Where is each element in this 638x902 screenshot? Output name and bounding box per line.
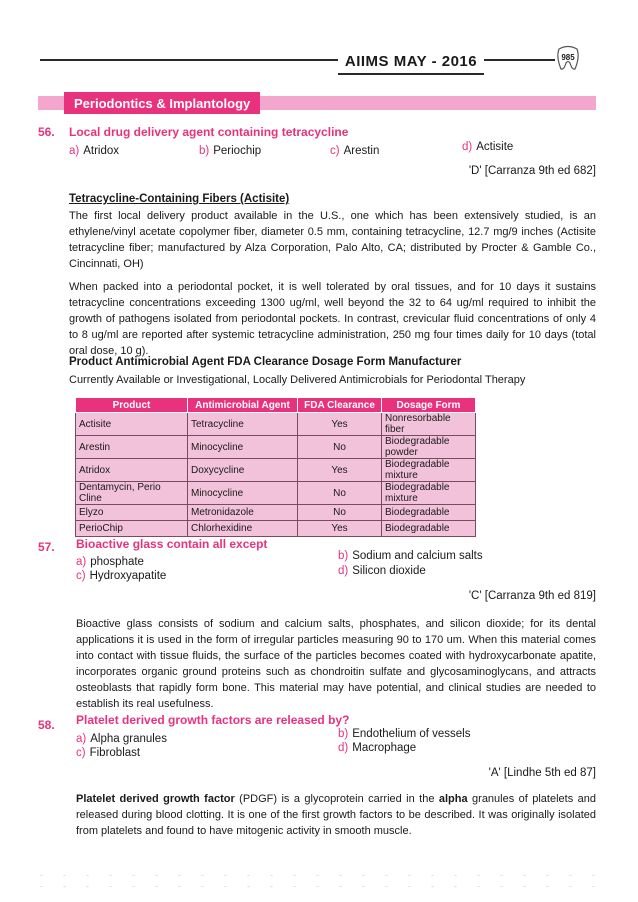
q56-option-c xyxy=(330,145,379,157)
q57-paragraph: Bioactive glass consists of sodium and calcium salts, phosphates, and silicon dioxide; for its dental applications it is used in the form of irregular particles measuring 90 to 170 um. When this material comes into contact with tissue fluids, the surface of the particles becomes coated with hydroxycarbonate apatite, incorporates organic ground proteins such as chondroitin sulfate and glycosaminoglycans, and attracts osteoblasts that rapidly form bone. This material may have potential, and clinical studies are needed to establish its real usefulness. xyxy=(76,618,596,710)
table-cell: Yes xyxy=(298,521,382,537)
table-cell: Arestin xyxy=(76,436,188,459)
table-cell: No xyxy=(298,436,382,459)
antimicrobials-table xyxy=(75,397,476,537)
column-header: Product xyxy=(76,398,188,413)
table-header-row xyxy=(76,398,476,413)
table-cell: No xyxy=(298,482,382,505)
table-cell: Yes xyxy=(298,413,382,436)
q58-option-d xyxy=(338,742,416,754)
option-text: Atridox xyxy=(83,145,120,157)
table-cell: Elyzo xyxy=(76,505,188,521)
q57-answer-ref: 'C' [Carranza 9th ed 819] xyxy=(468,590,596,602)
option-letter: c) xyxy=(330,145,340,157)
table-row xyxy=(76,505,476,521)
q56-subheading: Tetracycline-Containing Fibers (Actisite) xyxy=(69,193,290,205)
option-text: Fibroblast xyxy=(89,747,141,759)
q58-answer-ref: 'A' [Lindhe 5th ed 87] xyxy=(488,767,596,779)
option-letter: c) xyxy=(76,570,86,582)
table-cell: Atridox xyxy=(76,459,188,482)
q56-paragraph-2: When packed into a periodontal pocket, it is well tolerated by oral tissues, and for 10 days it sustains tetracycline concentrations exceeding 1300 ug/ml, well beyond the 32 to 64 ug/ml required to inhibit the growth of pathogens isolated from periodontal pockets. In contrast, crevicular fluid concentrations of only 4 to 8 ug/ml are reported after systemic tetracycline administration, 250 mg four times daily for 10 days (total oral dose, 10 g). xyxy=(69,281,596,357)
q56-option-b xyxy=(199,145,261,157)
table-row xyxy=(76,413,476,436)
table-cell: PerioChip xyxy=(76,521,188,537)
option-text: Sodium and calcium salts xyxy=(352,550,483,562)
table-cell: Actisite xyxy=(76,413,188,436)
option-text: Silicon dioxide xyxy=(352,565,426,577)
option-letter: d) xyxy=(338,742,349,754)
table-cell: Minocycline xyxy=(188,436,298,459)
table-cell: Biodegradable powder xyxy=(382,436,476,459)
question-57-text: Bioactive glass contain all except xyxy=(76,537,268,551)
table-caption: Currently Available or Investigational, Locally Delivered Antimicrobials for Periodontal Therapy xyxy=(69,374,526,386)
question-56-text: Local drug delivery agent containing tetracycline xyxy=(69,125,349,139)
table-row xyxy=(76,521,476,537)
q56-paragraph-1: The first local delivery product available in the U.S., one which has been extensively studied, is an ethylene/vinyl acetate copolymer fiber, diameter 0.5 mm, containing tetracycline, 12.7 mg/9 inches (Actisite tetracycline fiber; manufactured by Alza Corporation, Palo Alto, CA; distributed by Procter & Gamble Co., Cincinnati, OH) xyxy=(69,210,596,270)
q57-option-b xyxy=(338,550,483,562)
q56-option-d xyxy=(462,141,513,153)
table-cell: Tetracycline xyxy=(188,413,298,436)
bold-term: Platelet derived growth factor xyxy=(76,793,235,805)
q57-option-c xyxy=(76,570,166,582)
option-letter: b) xyxy=(199,145,210,157)
question-number-57: 57. xyxy=(38,540,55,554)
bold-term: alpha xyxy=(438,793,468,805)
table-cell: Doxycycline xyxy=(188,459,298,482)
q58-option-c xyxy=(76,747,140,759)
column-header: Antimicrobial Agent xyxy=(188,398,298,413)
option-letter: d) xyxy=(462,141,473,153)
option-letter: c) xyxy=(76,747,86,759)
column-header: FDA Clearance xyxy=(298,398,382,413)
decorative-dots xyxy=(30,870,610,890)
table-cell: Yes xyxy=(298,459,382,482)
q58-option-a xyxy=(76,733,167,745)
section-label: Periodontics & Implantology xyxy=(64,92,260,114)
option-text: Endothelium of vessels xyxy=(352,728,471,740)
option-text: Hydroxyapatite xyxy=(89,570,167,582)
option-letter: b) xyxy=(338,550,349,562)
option-text: Periochip xyxy=(213,145,262,157)
page-number: 985 xyxy=(561,53,575,62)
table-cell: Biodegradable xyxy=(382,521,476,537)
option-letter: b) xyxy=(338,728,349,740)
table-cell: Minocycline xyxy=(188,482,298,505)
table-cell: Chlorhexidine xyxy=(188,521,298,537)
table-cell: Nonresorbable fiber xyxy=(382,413,476,436)
table-cell: Biodegradable mixture xyxy=(382,482,476,505)
table-row xyxy=(76,459,476,482)
q56-option-a xyxy=(69,145,119,157)
q57-option-a xyxy=(76,556,144,568)
option-letter: d) xyxy=(338,565,349,577)
table-row xyxy=(76,436,476,459)
table-cell: Metronidazole xyxy=(188,505,298,521)
option-text: phosphate xyxy=(90,556,144,568)
option-letter: a) xyxy=(76,733,87,745)
q58-option-b xyxy=(338,728,471,740)
page-title: AIIMS MAY - 2016 xyxy=(338,49,484,75)
option-text: Macrophage xyxy=(352,742,417,754)
q57-option-d xyxy=(338,565,426,577)
option-letter: a) xyxy=(76,556,87,568)
table-row xyxy=(76,482,476,505)
table-cell: No xyxy=(298,505,382,521)
option-text: Actisite xyxy=(476,141,514,153)
q58-paragraph xyxy=(76,791,596,839)
question-58-text: Platelet derived growth factors are released by? xyxy=(76,713,350,727)
column-header: Dosage Form xyxy=(382,398,476,413)
table-cell: Biodegradable mixture xyxy=(382,459,476,482)
table-cell: Biodegradable xyxy=(382,505,476,521)
option-text: Arestin xyxy=(343,145,380,157)
question-number-56: 56. xyxy=(38,125,55,139)
table-cell: Dentamycin, Perio Cline xyxy=(76,482,188,505)
paragraph-text: (PDGF) is a glycoprotein carried in the xyxy=(234,793,439,805)
question-number-58: 58. xyxy=(38,718,55,732)
table-heading: Product Antimicrobial Agent FDA Clearance Dosage Form Manufacturer xyxy=(69,356,462,368)
option-text: Alpha granules xyxy=(90,733,167,745)
option-letter: a) xyxy=(69,145,80,157)
q56-answer-ref: 'D' [Carranza 9th ed 682] xyxy=(468,165,596,177)
paragraph-text: granules of platelets and released during blood clotting. It is one of the first growth factors to be described. It was originally isolated from platelets and found to have mitogenic activity in smooth muscle. xyxy=(76,793,596,837)
